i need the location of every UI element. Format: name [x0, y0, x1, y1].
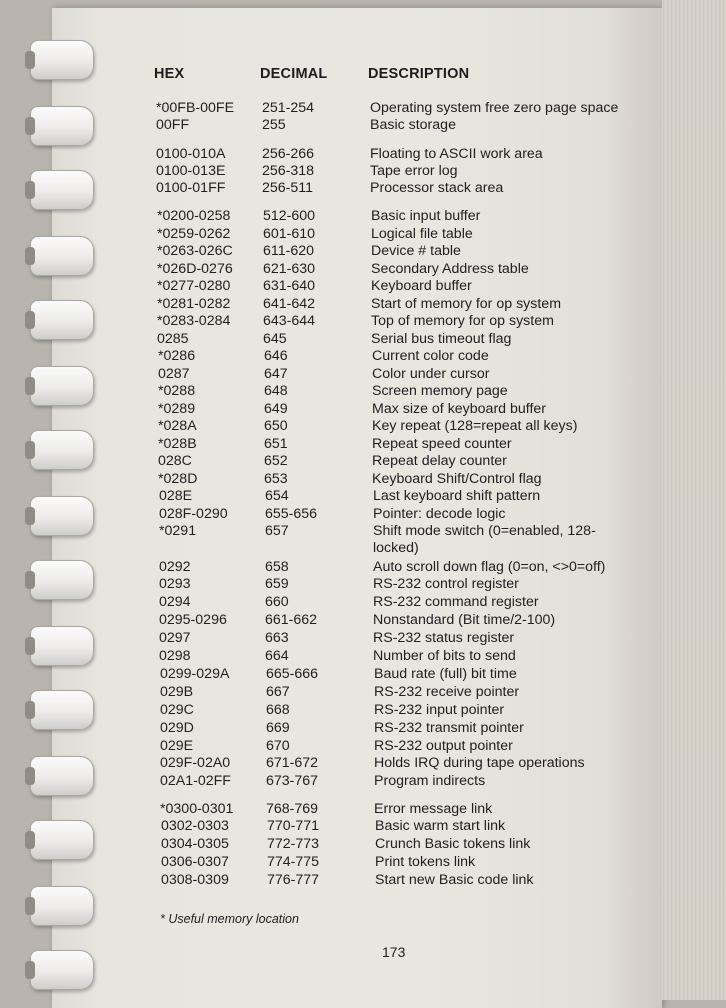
binding-ring — [30, 170, 94, 210]
table-row — [2, 347, 726, 365]
decimal-cell: 512-600 — [263, 208, 316, 224]
decimal-cell: 646 — [264, 348, 288, 364]
description-cell: Auto scroll down flag (0=on, <>0=off) — [373, 559, 606, 575]
description-cell: Device # table — [371, 243, 461, 259]
decimal-cell: 664 — [265, 648, 289, 664]
description-cell: Basic warm start link — [375, 818, 506, 834]
decimal-cell: 611-620 — [263, 243, 315, 259]
hex-cell: 0306-0307 — [161, 854, 229, 870]
decimal-cell: 658 — [265, 559, 289, 575]
description-cell: Holds IRQ during tape operations — [374, 755, 585, 771]
hex-cell: 0308-0309 — [161, 872, 229, 888]
decimal-cell: 649 — [264, 401, 288, 417]
hex-cell: 028E — [159, 488, 193, 504]
hex-cell: 0295-0296 — [159, 612, 227, 628]
hex-cell: 028F-0290 — [159, 506, 228, 522]
table-row — [1, 277, 726, 295]
hex-cell: *0283-0284 — [157, 313, 231, 329]
hex-cell: 0297 — [159, 630, 191, 646]
description-cell: RS-232 output pointer — [374, 738, 513, 754]
table-row — [1, 207, 726, 225]
binding-ring — [30, 496, 94, 536]
description-cell: Baud rate (full) bit time — [374, 666, 517, 682]
hex-cell: *028A — [158, 418, 197, 434]
decimal-cell: 659 — [265, 576, 289, 592]
decimal-cell: 668 — [266, 702, 290, 718]
description-cell: Repeat speed counter — [372, 436, 512, 452]
description-cell: Start new Basic code link — [375, 872, 534, 888]
binding-ring — [30, 756, 94, 796]
decimal-cell: 768-769 — [266, 801, 319, 817]
binding-ring — [30, 366, 94, 406]
binding-ring — [30, 300, 94, 340]
description-cell: Color under cursor — [372, 366, 490, 382]
header-hex: HEX — [154, 66, 185, 82]
decimal-cell: 650 — [264, 418, 288, 434]
decimal-cell: 776-777 — [267, 872, 320, 888]
decimal-cell: 256-511 — [262, 180, 314, 196]
description-cell: Logical file table — [371, 226, 473, 242]
decimal-cell: 648 — [264, 383, 288, 399]
description-cell: Nonstandard (Bit time/2-100) — [373, 612, 556, 628]
description-cell: Floating to ASCII work area — [370, 146, 543, 162]
binding-ring — [30, 560, 94, 600]
table-row — [1, 330, 726, 348]
decimal-cell: 654 — [265, 488, 289, 504]
page-number: 173 — [382, 944, 406, 960]
description-cell: RS-232 control register — [373, 576, 519, 592]
description-continuation: locked) — [373, 540, 419, 556]
description-cell: Pointer: decode logic — [373, 506, 506, 522]
hex-cell: 0298 — [159, 648, 191, 664]
hex-cell: 0287 — [158, 366, 190, 382]
table-row — [4, 772, 726, 790]
description-cell: Keyboard Shift/Control flag — [372, 471, 542, 487]
table-row — [0, 116, 726, 134]
hex-cell: 028C — [158, 453, 192, 469]
table-row — [5, 835, 726, 853]
hex-cell: 0292 — [159, 559, 191, 575]
table-row — [1, 295, 726, 313]
description-cell: Shift mode switch (0=enabled, 128- — [373, 523, 596, 539]
description-cell: Number of bits to send — [373, 648, 516, 664]
hex-cell: 0294 — [159, 594, 191, 610]
description-cell: Top of memory for op system — [371, 313, 554, 329]
binding-ring — [30, 430, 94, 470]
hex-cell: *0263-026C — [157, 243, 233, 259]
decimal-cell: 673-767 — [266, 773, 319, 789]
decimal-cell: 772-773 — [267, 836, 320, 852]
table-row — [5, 871, 726, 889]
table-row — [4, 737, 726, 755]
decimal-cell: 647 — [264, 366, 288, 382]
table-row — [1, 225, 726, 243]
decimal-cell: 651 — [264, 436, 288, 452]
decimal-cell: 670 — [266, 738, 290, 754]
decimal-cell: 641-642 — [263, 296, 316, 312]
decimal-cell: 621-630 — [263, 261, 316, 277]
hex-cell: *0291 — [159, 523, 197, 539]
table-row — [2, 417, 726, 435]
footnote: * Useful memory location — [160, 912, 299, 926]
description-cell: Last keyboard shift pattern — [373, 488, 541, 504]
hex-cell: 0285 — [157, 331, 189, 347]
decimal-cell: 255 — [262, 117, 286, 133]
table-row — [4, 754, 726, 772]
hex-cell: 029F-02A0 — [160, 755, 231, 771]
description-cell: Current color code — [372, 348, 489, 364]
description-cell: Max size of keyboard buffer — [372, 401, 547, 417]
description-cell: Error message link — [374, 801, 493, 817]
decimal-cell: 669 — [266, 720, 290, 736]
description-cell: RS-232 receive pointer — [374, 684, 520, 700]
decimal-cell: 661-662 — [265, 612, 318, 628]
description-cell: Tape error log — [370, 163, 458, 179]
table-row — [3, 575, 726, 593]
header-description: DESCRIPTION — [368, 66, 470, 82]
decimal-cell: 665-666 — [266, 666, 319, 682]
description-cell: Operating system free zero page space — [370, 100, 619, 116]
description-cell: RS-232 status register — [373, 630, 515, 646]
decimal-cell: 667 — [266, 684, 290, 700]
table-row — [0, 162, 726, 180]
table-row — [4, 719, 726, 737]
table-row — [4, 683, 726, 701]
hex-cell: *028B — [158, 436, 197, 452]
hex-cell: *0200-0258 — [157, 208, 231, 224]
binding-ring — [30, 820, 94, 860]
binding-ring — [30, 690, 94, 730]
decimal-cell: 657 — [265, 523, 289, 539]
decimal-cell: 652 — [264, 453, 288, 469]
binding-ring — [30, 886, 94, 926]
decimal-cell: 631-640 — [263, 278, 316, 294]
table-row — [1, 242, 726, 260]
table-row — [3, 505, 726, 523]
description-cell: Program indirects — [374, 773, 486, 789]
table-row — [2, 435, 726, 453]
hex-cell: *0289 — [158, 401, 196, 417]
description-cell: Start of memory for op system — [371, 296, 562, 312]
table-row — [4, 665, 726, 683]
description-cell: RS-232 input pointer — [374, 702, 505, 718]
table-row — [3, 647, 726, 665]
table-row — [0, 99, 726, 117]
hex-cell: 0304-0305 — [161, 836, 229, 852]
decimal-cell: 663 — [265, 630, 289, 646]
hex-cell: *0286 — [158, 348, 196, 364]
decimal-cell: 653 — [264, 471, 288, 487]
hex-cell: 0293 — [159, 576, 191, 592]
table-row — [5, 817, 726, 835]
table-row — [1, 312, 726, 330]
table-row — [1, 260, 726, 278]
description-cell: Crunch Basic tokens link — [375, 836, 531, 852]
binding-ring — [30, 40, 94, 80]
table-row — [3, 593, 726, 611]
description-cell: RS-232 transmit pointer — [374, 720, 524, 736]
hex-cell: 029E — [160, 738, 194, 754]
hex-cell: 0100-013E — [156, 163, 226, 179]
hex-cell: 02A1-02FF — [160, 773, 231, 789]
hex-cell: 0100-010A — [156, 146, 226, 162]
hex-cell: *00FB-00FE — [156, 100, 235, 116]
decimal-cell: 251-254 — [262, 100, 315, 116]
header-decimal: DECIMAL — [260, 66, 328, 82]
hex-cell: *0288 — [158, 383, 196, 399]
hex-cell: 0100-01FF — [156, 180, 226, 196]
hex-cell: 00FF — [156, 117, 190, 133]
table-row — [4, 701, 726, 719]
table-row — [2, 470, 726, 488]
hex-cell: *0300-0301 — [160, 801, 234, 817]
description-cell: Serial bus timeout flag — [371, 331, 512, 347]
table-row — [0, 179, 726, 197]
hex-cell: 029B — [160, 684, 194, 700]
description-cell: Processor stack area — [370, 180, 504, 196]
table-row — [3, 629, 726, 647]
table-row — [3, 611, 726, 629]
hex-cell: 0302-0303 — [161, 818, 229, 834]
table-row — [3, 487, 726, 505]
hex-cell: *0281-0282 — [157, 296, 231, 312]
description-cell: Keyboard buffer — [371, 278, 472, 294]
decimal-cell: 660 — [265, 594, 289, 610]
table-row — [0, 145, 726, 163]
hex-cell: *028D — [158, 471, 198, 487]
description-cell: Secondary Address table — [371, 261, 529, 277]
table-row — [2, 365, 726, 383]
table-row — [2, 382, 726, 400]
binding-ring — [30, 236, 94, 276]
description-cell: Key repeat (128=repeat all keys) — [372, 418, 578, 434]
decimal-cell: 256-318 — [262, 163, 315, 179]
decimal-cell: 671-672 — [266, 755, 319, 771]
table-row — [3, 558, 726, 576]
binding-ring — [30, 626, 94, 666]
decimal-cell: 655-656 — [265, 506, 318, 522]
description-cell: Basic input buffer — [371, 208, 481, 224]
table-row — [5, 853, 726, 871]
table-row — [3, 522, 726, 540]
hex-cell: 029D — [160, 720, 194, 736]
hex-cell: *0277-0280 — [157, 278, 231, 294]
decimal-cell: 774-775 — [267, 854, 320, 870]
description-cell: Repeat delay counter — [372, 453, 507, 469]
description-cell: Basic storage — [370, 117, 456, 133]
decimal-cell: 645 — [263, 331, 287, 347]
table-row — [2, 400, 726, 418]
decimal-cell: 601-610 — [263, 226, 316, 242]
hex-cell: 029C — [160, 702, 194, 718]
table-row — [4, 800, 726, 818]
decimal-cell: 256-266 — [262, 146, 315, 162]
description-cell: RS-232 command register — [373, 594, 539, 610]
decimal-cell: 643-644 — [263, 313, 316, 329]
hex-cell: *0259-0262 — [157, 226, 231, 242]
table-row — [2, 452, 726, 470]
description-cell: Print tokens link — [375, 854, 476, 870]
binding-ring — [30, 950, 94, 990]
description-cell: Screen memory page — [372, 383, 508, 399]
hex-cell: 0299-029A — [160, 666, 230, 682]
binding-ring — [30, 106, 94, 146]
hex-cell: *026D-0276 — [157, 261, 233, 277]
decimal-cell: 770-771 — [267, 818, 320, 834]
